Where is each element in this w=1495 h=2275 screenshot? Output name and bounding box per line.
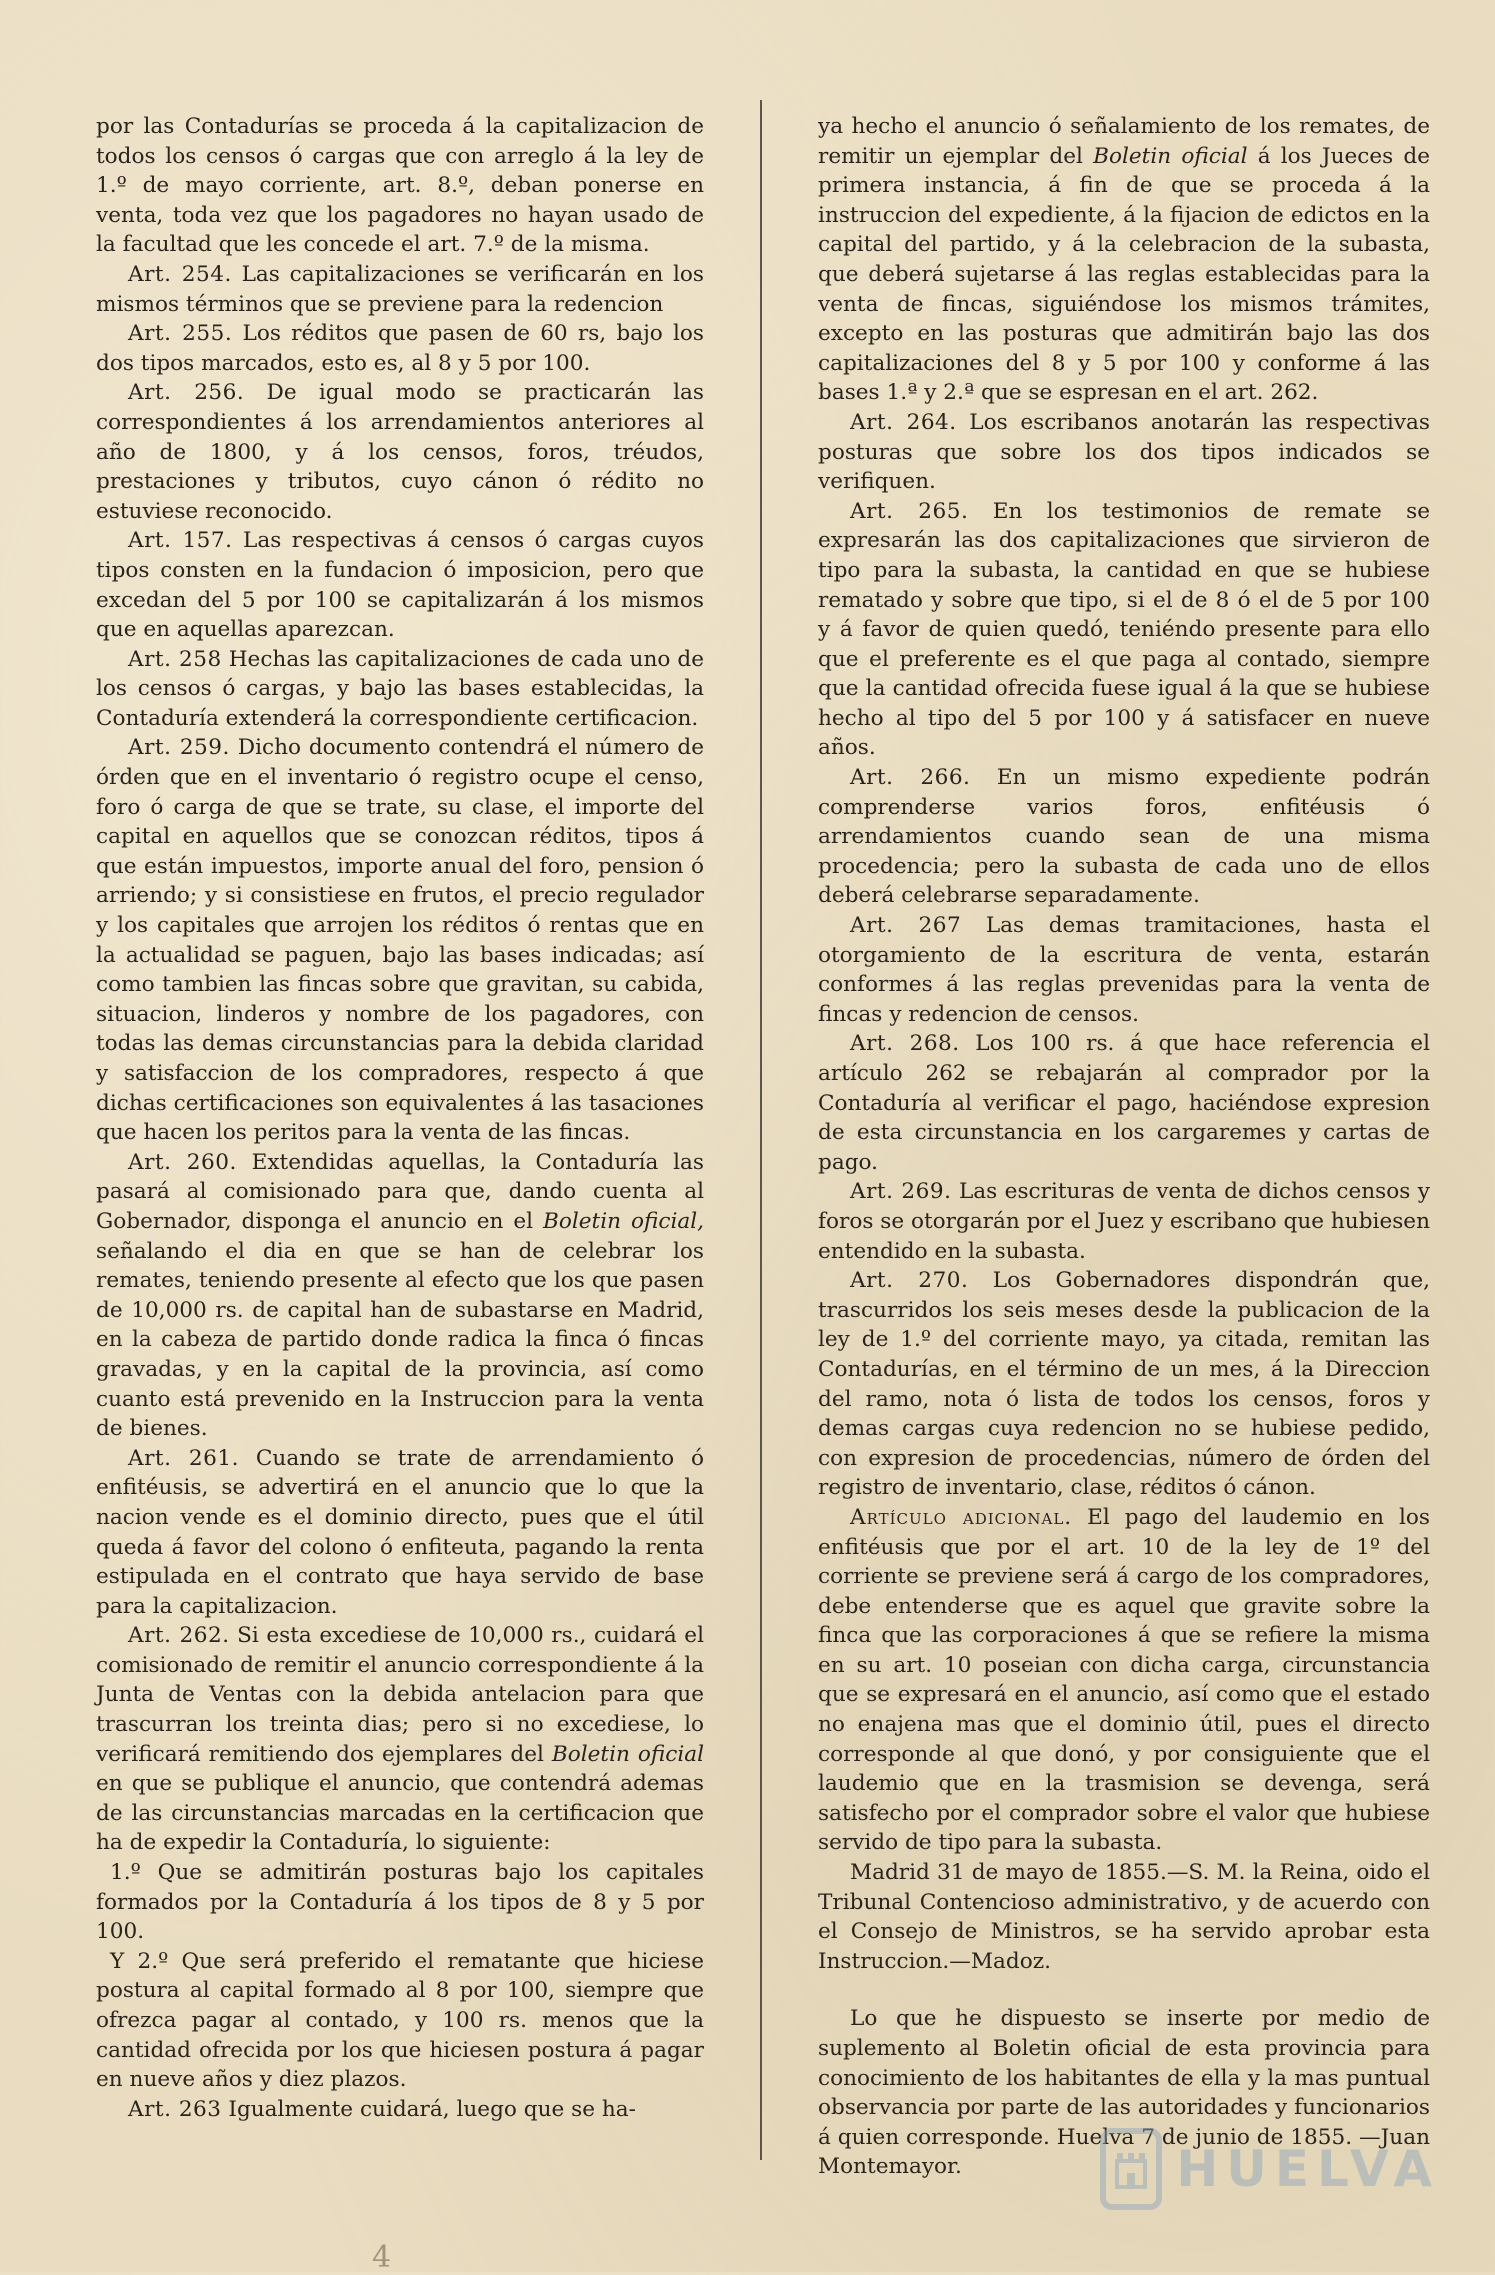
article-text: Los 100 rs. á que hace referencia el artículo 262 se rebajarán al comprador por la Contaduría al verificar el pago, haciéndose expresion de esta circunstancia en los cargaremes y cartas de pago. xyxy=(818,1031,1430,1175)
boletin-title: Boletin oficial xyxy=(551,1741,704,1767)
column-divider xyxy=(760,100,762,2160)
article-number: Art. 254. xyxy=(128,261,232,287)
article-number: Art. 263 xyxy=(128,2096,222,2122)
article-text: Las escrituras de venta de dichos censos y foros se otorgarán por el Juez y escribano que hubiesen entendido en la subasta. xyxy=(818,1179,1430,1264)
tower-icon xyxy=(1109,2147,1153,2191)
article-text: Las respectivas á censos ó cargas cuyos tipos consten en la fundacion ó imposicion, pero que excedan del 5 por 100 se capitalizarán á los mismos que en aquellas aparezcan. xyxy=(96,528,704,643)
article-text: ya hecho el anuncio ó señalamiento de los remates, de remitir un ejemplar del xyxy=(818,114,1430,169)
archive-logo-icon xyxy=(1100,2128,1162,2210)
article-number: Art. 258 xyxy=(128,646,222,672)
article-260 xyxy=(96,1148,704,1444)
article-text: Igualmente cuidará, luego que se ha- xyxy=(228,2096,636,2122)
article-text: Extendidas aquellas, la Contaduría las pasará al comisionado para que, dando cuenta al Gobernador, disponga el anuncio en el xyxy=(96,1149,704,1234)
article-262 xyxy=(96,1621,704,1858)
article-number: Art. 270. xyxy=(850,1268,969,1294)
article-157 xyxy=(96,526,704,644)
article-number: Art. 260. xyxy=(128,1149,237,1175)
article-text: Cuando se trate de arrendamiento ó enfitéusis, se advertirá en el anuncio que lo que la nacion vende es el dominio directo, pues que el útil queda á favor del colono ó enfiteuta, pagando la renta estipulada en el contrato que haya servido de base para la capitalizacion. xyxy=(96,1445,704,1619)
boletin-title: Boletin oficial xyxy=(1093,143,1248,169)
article-number: Art. 266. xyxy=(850,765,971,791)
additional-article xyxy=(818,1503,1430,1858)
article-text: señalando el dia en que se han de celebrar los remates, teniendo presente al efecto que los que pasen de 10,000 rs. de capital han de subastarse en Madrid, en la cabeza de partido donde radica la finca ó fincas gravadas, y en la capital de la provincia, así como cuanto está prevenido en la Instruccion para la venta de bienes. xyxy=(96,1238,704,1442)
article-263-continued xyxy=(818,112,1430,408)
article-text: Los réditos que pasen de 60 rs, bajo los dos tipos marcados, esto es, al 8 y 5 por 100. xyxy=(96,321,704,376)
article-text: Las demas tramitaciones, hasta el otorgamiento de la escritura de venta, estarán conformes á las reglas prevenidas para la venta de fincas y redencion de censos. xyxy=(818,913,1430,1027)
article-266 xyxy=(818,763,1430,911)
right-column xyxy=(818,112,1430,2182)
article-text: Las capitalizaciones se verificarán en los mismos términos que se previene para la redencion xyxy=(96,261,704,317)
additional-article-label: Artículo adicional. xyxy=(850,1504,1073,1530)
article-number: Art. 261. xyxy=(128,1445,239,1471)
article-text: Hechas las capitalizaciones de cada uno de los censos ó cargas, y bajo las bases establecidas, la Contaduría extenderá la correspondiente certificacion. xyxy=(96,646,704,731)
article-258 xyxy=(96,645,704,734)
boletin-title: Boletin oficial, xyxy=(542,1208,704,1234)
article-number: Art. 157. xyxy=(128,528,233,554)
article-text: El pago del laudemio en los enfitéusis que por el art. 10 de la ley de 1º del corriente se previene será á cargo de los compradores, debe entenderse que es aquel que gravite sobre la finca que las corporaciones á que se refiere la misma en su art. 10 poseian con dicha carga, circunstancia que se expresará en el anuncio, así como que el estado no enajena mas que el dominio útil, pues el directo corresponde al que donó, y por consiguiente que el laudemio que en la trasmision se devenga, será satisfecho por el comprador sobre el valor que hubiese servido de tipo para la subasta. xyxy=(818,1504,1430,1856)
article-263 xyxy=(96,2095,704,2125)
article-number: Art. 268. xyxy=(850,1031,960,1057)
article-number: Art. 259. xyxy=(128,735,230,761)
article-269 xyxy=(818,1177,1430,1266)
article-number: Art. 264. xyxy=(850,409,957,435)
article-text: Los Gobernadores dispondrán que, trascurridos los seis meses desde la publicacion de la ley de 1.º del corriente mayo, ya citada, remitan las Contadurías, en el término de un mes, á la Direccion del ramo, nota ó lista de todos los censos, foros y demas cargas cuya redencion no se hubiese pedido, con expresion de procedencias, número de órden del registro de inventario, clase, réditos ó cánon. xyxy=(818,1268,1430,1501)
archive-watermark xyxy=(1100,2128,1440,2210)
approval-paragraph: Madrid 31 de mayo de 1855.—S. M. la Reina, oido el Tribunal Contencioso administrativo, y de acuerdo con el Consejo de Ministros, se ha servido aprobar esta Instruccion.—Madoz. xyxy=(818,1860,1430,1974)
article-text: en que se publique el anuncio, que contendrá ademas de las circunstancias marcadas en la certificacion que ha de expedir la Contaduría, lo siguiente: xyxy=(96,1771,704,1856)
article-number: Art. 269. xyxy=(850,1179,952,1205)
article-text: Los escribanos anotarán las respectivas posturas que sobre los dos tipos indicados se verifiquen. xyxy=(818,409,1430,495)
left-column xyxy=(96,112,704,2124)
list-item: Y 2.º Que será preferido el rematante que hiciese postura al capital formado al 8 por 100, siempre que ofrezca pagar al contado, y 100 rs. menos que la cantidad ofrecida por los que hiciesen postura á pagar en nueve años y diez plazos. xyxy=(96,1948,704,2093)
article-254 xyxy=(96,260,704,319)
article-264 xyxy=(818,408,1430,497)
watermark-text: HUELVA xyxy=(1176,2140,1440,2198)
paragraph-intro: por las Contadurías se proceda á la capitalizacion de todos los censos ó cargas que con arreglo á la ley de 1.º de mayo corriente, art. 8.º, deban ponerse en venta, toda vez que los pagadores no hayan usado de la facultad que les concede el art. 7.º de la misma. xyxy=(96,114,704,258)
article-268 xyxy=(818,1029,1430,1177)
article-number: Art. 267 xyxy=(850,913,962,939)
closing-paragraph: Lo que he dispuesto se inserte por medio de suplemento al Boletin oficial de esta provincia para conocimiento de los habitantes de ella y la mas puntual observancia por parte de las autoridades y funcionarios á quien corresponde. Huelva 7 de junio de 1855. —Juan Montemayor. xyxy=(818,2006,1430,2180)
article-text: De igual modo se practicarán las correspondientes á los arrendamientos anteriores al año de 1800, y á los censos, foros, tréudos, prestaciones y tributos, cuyo cánon ó rédito no estuviese reconocido. xyxy=(96,380,705,524)
article-text: Dicho documento contendrá el número de órden que en el inventario ó registro ocupe el censo, foro ó carga de que se trate, su clase, el importe del capital en aquellos que se conozcan réditos, tipos á que están impuestos, importe anual del foro, pension ó arriendo; y si consistiese en frutos, el precio regulador y los capitales que arrojen los réditos ó rentas que en la actualidad se paguen, bajo las bases indicadas; así como tambien las fincas sobre que gravitan, su cabida, situacion, linderos y nombre de los pagadores, con todas las demas circunstancias para la debida claridad y satisfaccion de los compradores, respecto á que dichas certificaciones son equivalentes á las tasaciones que hacen los peritos para la venta de las fincas. xyxy=(96,735,704,1146)
article-255 xyxy=(96,319,704,378)
article-261 xyxy=(96,1444,704,1622)
article-text: En un mismo expediente podrán comprenderse varios foros, enfitéusis ó arrendamientos cuando sean de una misma procedencia; pero la subasta de cada uno de ellos deberá celebrarse separadamente. xyxy=(818,765,1430,909)
article-number: Art. 265. xyxy=(850,498,969,524)
article-259 xyxy=(96,733,704,1147)
list-item: 1.º Que se admitirán posturas bajo los capitales formados por la Contaduría á los tipos de 8 y 5 por 100. xyxy=(96,1860,704,1945)
article-265 xyxy=(818,497,1430,763)
article-number: Art. 256. xyxy=(128,380,245,406)
article-256 xyxy=(96,378,704,526)
article-text: á los Jueces de primera instancia, á fin de que se proceda á la instruccion del expediente, á la fijacion de edictos en la capital del partido, y á la celebracion de la subasta, que deberá sujetarse á las reglas establecidas para la venta de fincas, siguiéndose los mismos trámites, excepto en las posturas que admitirán bajo las dos capitalizaciones del 8 y 5 por 100 y conforme á las bases 1.ª y 2.ª que se espresan en el art. 262. xyxy=(818,143,1430,406)
article-270 xyxy=(818,1266,1430,1503)
spacer xyxy=(818,1976,1430,1996)
article-number: Art. 255. xyxy=(128,321,233,347)
article-267 xyxy=(818,911,1430,1029)
article-number: Art. 262. xyxy=(128,1623,230,1649)
article-text: Si esta excediese de 10,000 rs., cuidará el comisionado de remitir el anuncio correspondiente á la Junta de Ventas con la debida antelacion para que trascurran los treinta dias; pero si no excediese, lo verificará remitiendo dos ejemplares del xyxy=(96,1623,704,1767)
article-text: En los testimonios de remate se expresarán las dos capitalizaciones que sirvieron de tipo para la subasta, la cantidad en que se hubiese rematado y sobre que tipo, si el de 8 ó el de 5 por 100 y á favor de quien quedó, teniéndo presente para ello que el preferente es el que paga al contado, siempre que la cantidad ofrecida fuese igual á la que se hubiese hecho al tipo del 5 por 100 y á satisfacer en nueve años. xyxy=(818,498,1430,761)
page-mark: 4 xyxy=(372,2240,392,2275)
